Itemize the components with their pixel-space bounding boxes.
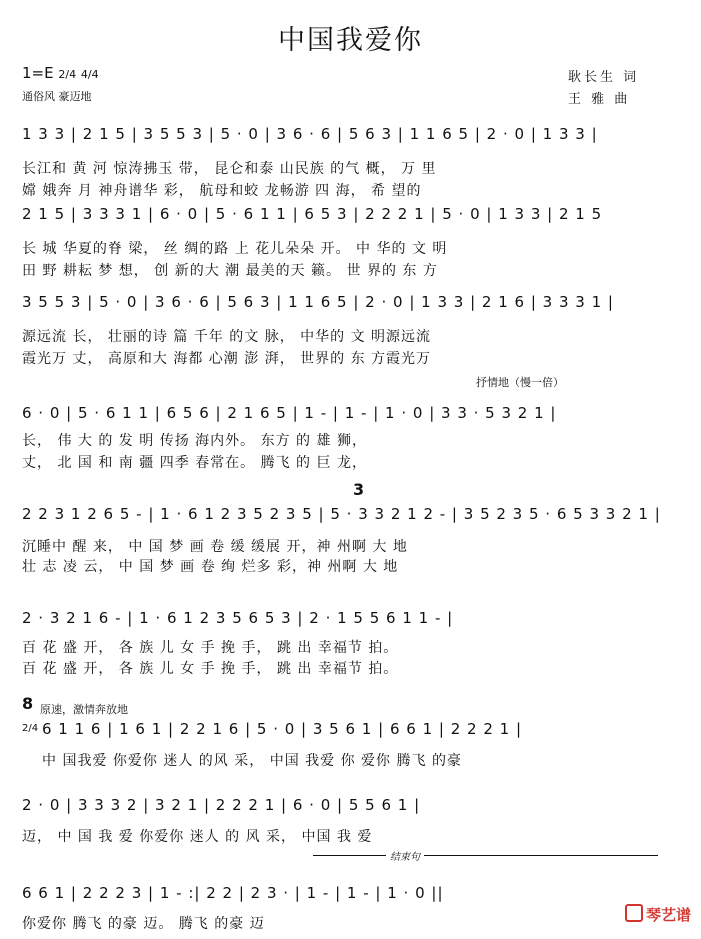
ending-label: 结束句 xyxy=(386,848,424,863)
lyrics-line-7: 中 国我爱 你爱你 迷人 的风 采， 中国 我爱 你 爱你 腾飞 的豪 xyxy=(42,753,462,769)
lyrics-line-1a: 长江和 黄 河 惊涛拂玉 带， 昆仑和泰 山民族 的气 概， 万 里 xyxy=(22,161,437,177)
lyrics-line-1b: 嫦 娥奔 月 神舟谱华 彩， 航母和蛟 龙畅游 四 海， 希 望的 xyxy=(22,183,422,199)
notation-line-7: 6 1 1 6 | 1 6 1 | 2 2 1 6 | 5 · 0 | 3 5 6 1 | 6 6 1 | 2 2 2 1 | xyxy=(42,720,522,738)
notation-line-1: 1 3 3 | 2 1 5 | 3 5 5 3 | 5 · 0 | 3 6 · 6 | 5 6 3 | 1 1 6 5 | 2 · 0 | 1 3 3 | xyxy=(22,125,598,143)
section-mark-3: 3 xyxy=(353,480,365,499)
notation-line-8: 2 · 0 | 3 3 3 2 | 3 2 1 | 2 2 2 1 | 6 · 0 | 5 5 6 1 | xyxy=(22,796,421,814)
notation-line-3: 3 5 5 3 | 5 · 0 | 3 6 · 6 | 5 6 3 | 1 1 6 5 | 2 · 0 | 1 3 3 | 2 1 6 | 3 3 3 1 | xyxy=(22,293,614,311)
lyricist: 耿长生 词 xyxy=(568,70,640,85)
lyrics-line-8: 迈， 中 国 我 爱 你爱你 迷人 的 风 采， 中国 我 爱 xyxy=(22,829,373,845)
lyrics-line-3b: 霞光万 丈， 高原和大 海都 心潮 澎 湃， 世界的 东 方霞光万 xyxy=(22,351,432,367)
lyrics-line-2a: 长 城 华夏的脊 梁， 丝 绸的路 上 花儿朵朵 开。 中 华的 文 明 xyxy=(22,241,448,257)
lyrics-line-6a: 百 花 盛 开， 各 族 儿 女 手 挽 手， 跳 出 幸福节 拍。 xyxy=(22,640,399,656)
time-sig-2: 4/4 xyxy=(80,68,99,81)
lyrics-line-3a: 源远流 长， 壮丽的诗 篇 千年 的文 脉， 中华的 文 明源远流 xyxy=(22,329,432,345)
notation-line-5: 2 2 3 1 2 6 5 - | 1 · 6 1 2 3 5 2 3 5 | 5 · 3 3 2 1 2 - | 3 5 2 3 5 · 6 5 3 3 2 1 | xyxy=(22,505,661,523)
lyrics-line-6b: 百 花 盛 开， 各 族 儿 女 手 挽 手， 跳 出 幸福节 拍。 xyxy=(22,661,399,677)
notation-line-9: 6 6 1 | 2 2 2 3 | 1 - :| 2 2 | 2 3 · | 1 - | 1 - | 1 · 0 || xyxy=(22,884,444,902)
notation-line-2: 2 1 5 | 3 3 3 1 | 6 · 0 | 5 · 6 1 1 | 6 5 3 | 2 2 2 1 | 5 · 0 | 1 3 3 | 2 1 5 xyxy=(22,205,603,223)
tempo-change-1: 抒情地（慢一倍） xyxy=(476,376,564,389)
lyrics-line-5b: 壮 志 凌 云， 中 国 梦 画 卷 绚 烂多 彩，神 州啊 大 地 xyxy=(22,559,399,575)
site-logo xyxy=(625,904,691,925)
lyrics-line-4a: 长， 伟 大 的 发 明 传扬 海内外。 东方 的 雄 狮， xyxy=(22,433,367,449)
key-signature xyxy=(22,64,99,82)
page-title: 中国我爱你 xyxy=(278,25,423,56)
lyrics-line-5a: 沉睡中 醒 来， 中 国 梦 画 卷 缓 缓展 开，神 州啊 大 地 xyxy=(22,539,408,555)
lyrics-line-2b: 田 野 耕耘 梦 想， 创 新的大 潮 最美的天 籁。 世 界的 东 方 xyxy=(22,263,438,279)
notation-line-4: 6 · 0 | 5 · 6 1 1 | 6 5 6 | 2 1 6 5 | 1 - | 1 - | 1 · 0 | 3 3 · 5 3 2 1 | xyxy=(22,404,557,422)
key-text: 1=E xyxy=(22,64,54,82)
section-mark-8: 8 xyxy=(22,694,34,713)
notation-line-6: 2 · 3 2 1 6 - | 1 · 6 1 2 3 5 6 5 3 | 2 · 1 5 5 6 1 1 - | xyxy=(22,609,454,627)
logo-text: 琴艺谱 xyxy=(645,906,691,924)
lyrics-line-4b: 丈， 北 国 和 南 疆 四季 春常在。 腾飞 的 巨 龙， xyxy=(22,455,367,471)
style-note: 通俗风 豪迈地 xyxy=(22,90,92,103)
tempo-change-2: 原速，激情奔放地 xyxy=(40,703,128,716)
logo-icon xyxy=(625,904,643,922)
lyrics-line-9: 你爱你 腾飞 的豪 迈。 腾飞 的豪 迈 xyxy=(22,916,265,932)
ending-bracket xyxy=(313,855,658,856)
composer: 王 雅 曲 xyxy=(568,92,631,107)
time-sig-2-4: 2/4 xyxy=(22,723,39,734)
time-sig-1: 2/4 xyxy=(58,68,77,81)
